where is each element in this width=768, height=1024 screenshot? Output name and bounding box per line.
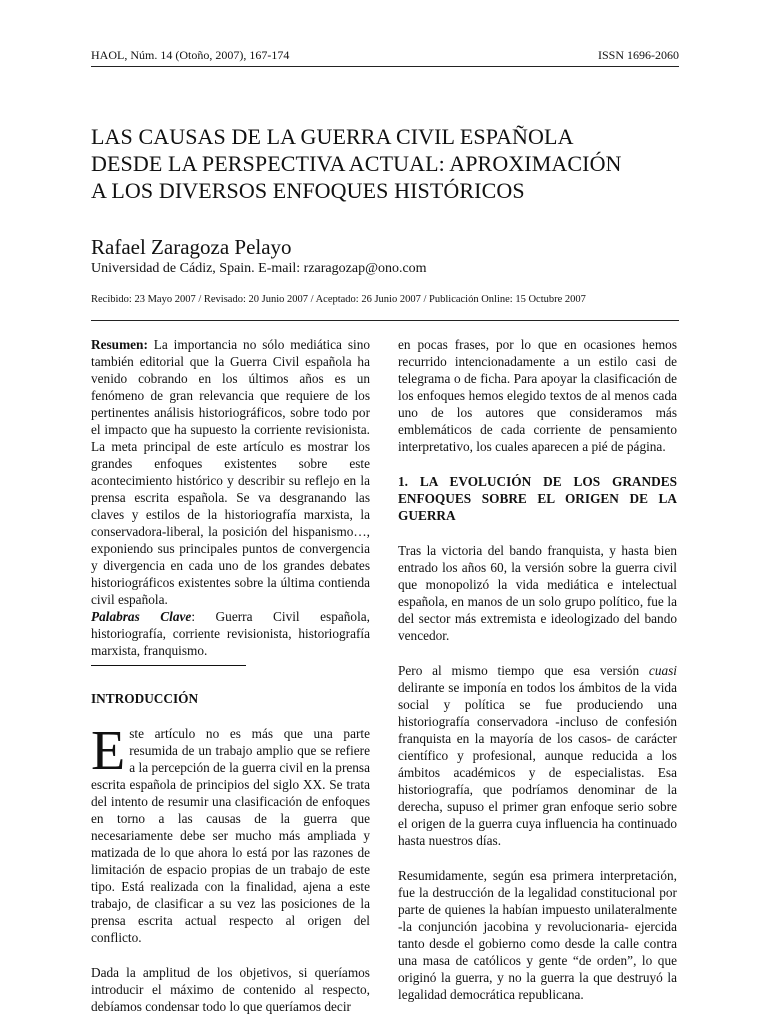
author-name: Rafael Zaragoza Pelayo bbox=[91, 235, 292, 259]
left-column bbox=[91, 336, 370, 1015]
section-1-paragraph: Resumidamente, según esa primera interpretación, fue la destrucción de la legalidad constitucional por parte de quienes la habían impuesto unilateralmente -la conjunción jacobina y revolucionaria- ejercida tanto desde el gobierno como desde la calle contra una masa de católicos y gente “de orden”, lo que originó la guerra, y no la guerra la que destruyó la legalidad democrática republicana. bbox=[398, 868, 677, 1002]
article-title bbox=[91, 123, 691, 204]
issn: ISSN 1696-2060 bbox=[597, 48, 679, 62]
section-1-paragraph bbox=[398, 662, 677, 849]
abstract-label: Resumen: bbox=[91, 337, 148, 352]
section-1-heading: 1. LA EVOLUCIÓN DE LOS GRANDES ENFOQUES SOBRE EL ORIGEN DE LA GUERRA bbox=[398, 474, 677, 523]
italic-word: cuasi bbox=[648, 663, 677, 678]
intro-heading: INTRODUCCIÓN bbox=[91, 691, 199, 706]
section-1-paragraph: Tras la victoria del bando franquista, y hasta bien entrado los años 60, la versión sobre la guerra civil que monopolizó la vida mediática e intelectual española, en manos de un solo grupo político, fue la del sector más extremista e ideologizado del bando vencedor. bbox=[398, 543, 677, 643]
drop-cap: E bbox=[91, 720, 126, 782]
abstract bbox=[91, 336, 370, 608]
intro-paragraph-2-continued: en pocas frases, por lo que en ocasiones hemos recurrido intencionadamente a un estilo casi de telegrama o de ficha. Para apoyar la clasificación de los enfoques hemos elegido textos de al menos cada uno de los autores que consideramos más emblemáticos de cada corriente de pensamiento interpretativo, los cuales aparecen a pié de página. bbox=[398, 337, 677, 454]
right-column bbox=[398, 336, 677, 1003]
separator-line bbox=[91, 665, 246, 666]
keywords-text: : Guerra Civil española, historiografía, corriente revisionista, historiografía marxista, franquismo. bbox=[91, 609, 370, 658]
intro-paragraph bbox=[91, 720, 370, 946]
title-line: A LOS DIVERSOS ENFOQUES HISTÓRICOS bbox=[91, 178, 525, 203]
header-rule bbox=[91, 66, 679, 67]
title-line: LAS CAUSAS DE LA GUERRA CIVIL ESPAÑOLA bbox=[91, 124, 574, 149]
intro-paragraph-2: Dada la amplitud de los objetivos, si queríamos introducir el máximo de contenido al respecto, debíamos condensar todo lo que queríamos decir bbox=[91, 965, 370, 1014]
abstract-text: La importancia no sólo mediática sino también editorial que la Guerra Civil española ha venido cobrando en los últimos años es un fenómeno de gran relevancia que requiere de los pertinentes análisis historiográficos, sobre todo por el impacto que ha supuesto la corriente revisionista. La meta principal de este artículo es mostrar los grandes enfoques existentes sobre este acontecimiento histórico y describir su reflejo en la prensa escrita española. Se va desgranando las claves y estilos de la historiografía marxista, la conservadora-liberal, la posición del hispanismo…, exponiendo sus principales puntos de convergencia y divergencia en cada uno de los grandes debates historiográficos existentes sobre la última contienda civil española. bbox=[91, 337, 370, 607]
author-affiliation: Universidad de Cádiz, Spain. E-mail: rzaragozap@ono.com bbox=[91, 261, 427, 276]
paragraph-text: Pero al mismo tiempo que esa versión bbox=[398, 663, 649, 678]
keywords bbox=[91, 608, 370, 659]
keywords-label: Palabras Clave bbox=[91, 609, 192, 624]
paragraph-text: delirante se imponía en todos los ámbitos de la vida social y política se fue produciendo una historiografía conservadora -incluso de confesión franquista en la mayoría de los casos- de carácter científico y profesional, aunque reducida a los ámbitos académicos y de especialistas. Esa historiografía, que podríamos denominar de la derecha, supuso el primer gran enfoque serio sobre el origen de la guerra cuya influencia ha continuado hasta nuestros días. bbox=[398, 680, 677, 848]
publication-dates: Recibido: 23 Mayo 2007 / Revisado: 20 Junio 2007 / Aceptado: 26 Junio 2007 / Publicación Online: 15 Octubre 2007 bbox=[91, 294, 586, 305]
title-line: DESDE LA PERSPECTIVA ACTUAL: APROXIMACIÓN bbox=[91, 151, 622, 176]
journal-citation: HAOL, Núm. 14 (Otoño, 2007), 167-174 bbox=[91, 48, 290, 62]
section-rule bbox=[91, 320, 679, 321]
intro-paragraph-text: ste artículo no es más que una parte resumida de un trabajo amplio que se refiere a la percepción de la guerra civil en la prensa escrita española de principios del siglo XX. Se trata del intento de resumir una clasificación de enfoques en torno a las causas de la guerra que necesariamente debe ser mucho más ampliada y matizada de lo que ahora lo está por las razones de limitación de espacio propias de un trabajo de este tipo. Está realizada con la finalidad, ajena a este trabajo, de clasificar a su vez las posiciones de la prensa escrita actual respecto al origen del conflicto. bbox=[91, 726, 370, 945]
